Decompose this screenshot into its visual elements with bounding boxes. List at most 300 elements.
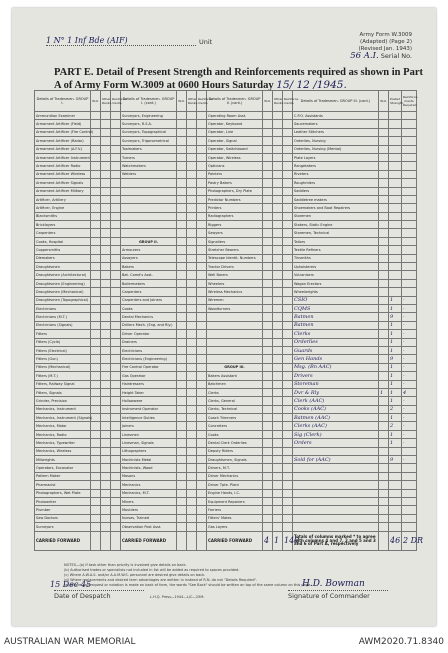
entry-cell — [273, 229, 283, 237]
entry-value — [402, 447, 417, 455]
note-line: (d) Where replacements and desired term advantages are written in instead of R.N. do not "Details Required". — [64, 578, 258, 582]
entry-cell — [91, 221, 101, 229]
trade-name-handwritten — [293, 481, 379, 489]
entry-cell — [197, 472, 207, 480]
table-row — [35, 246, 417, 254]
entry-value — [389, 254, 402, 262]
entry-cell — [283, 179, 293, 187]
entry-cell — [263, 338, 273, 346]
signature-field — [288, 579, 388, 600]
trade-name: Coach Trimmers — [207, 414, 263, 422]
trade-name: Saw Doctors — [35, 514, 91, 522]
entry-value — [389, 497, 402, 505]
entry-cell — [101, 405, 111, 413]
entry-cell — [91, 439, 101, 447]
form-line-1: Army Form W.3009 — [359, 32, 412, 38]
entry-cell — [111, 304, 121, 312]
table-row — [35, 405, 417, 413]
table-row — [35, 296, 417, 304]
entry-cell — [197, 204, 207, 212]
entry-cell — [273, 346, 283, 354]
carry-value-4b: 46 — [389, 531, 402, 550]
carry-label-2: CARRIED FORWARD — [121, 531, 177, 550]
entry-cell — [263, 497, 273, 505]
entry-cell — [187, 128, 197, 136]
trade-name: Draughtsmen, Signals — [207, 456, 263, 464]
trade-name: Wiremen — [207, 296, 263, 304]
table-row — [35, 321, 417, 329]
trade-name: Machinists Metal — [121, 456, 177, 464]
entry-cell — [187, 330, 197, 338]
table-row — [35, 204, 417, 212]
trade-name: Gas Operator — [121, 372, 177, 380]
trade-name: Fitters (Cycle) — [35, 338, 91, 346]
entry-cell — [177, 271, 187, 279]
entry-cell — [91, 397, 101, 405]
trade-name: Draughtsmen (Mechanical) — [35, 288, 91, 296]
table-row — [35, 430, 417, 438]
trade-name: Carpenters — [35, 229, 91, 237]
trade-name-handwritten: Clerk (AAC) — [293, 397, 379, 405]
table-row — [35, 338, 417, 346]
entry-cell — [101, 296, 111, 304]
entry-value — [402, 489, 417, 497]
entry-value — [402, 145, 417, 153]
note-line: NOTES—(a) If task other than priority is involved give details on back. — [64, 563, 187, 567]
entry-cell — [273, 481, 283, 489]
entry-cell — [177, 246, 187, 254]
trade-name: Fitters (Electrical) — [35, 346, 91, 354]
col2-header: Details of Tradesmen. GROUP I. (cont.) — [121, 91, 177, 112]
entry-value: - — [402, 304, 417, 312]
trade-name: Carpenters and Joiners — [121, 296, 177, 304]
entry-value: 1 — [389, 388, 402, 396]
table-row — [35, 288, 417, 296]
entry-value — [379, 447, 389, 455]
entry-cell — [111, 279, 121, 287]
entry-cell — [111, 346, 121, 354]
entry-cell — [197, 254, 207, 262]
trade-name: Operator, Signal — [207, 137, 263, 145]
entry-cell — [101, 229, 111, 237]
entry-cell — [177, 338, 187, 346]
entry-value — [402, 279, 417, 287]
sub-header: W.O. — [91, 91, 101, 112]
entry-value — [379, 221, 389, 229]
entry-cell — [187, 212, 197, 220]
entry-cell — [283, 414, 293, 422]
entry-value: 4 — [402, 388, 417, 396]
table-row — [35, 388, 417, 396]
entry-value: - — [402, 405, 417, 413]
entry-cell — [187, 439, 197, 447]
entry-cell — [91, 514, 101, 522]
entry-cell — [263, 321, 273, 329]
tradesmen-table — [34, 90, 424, 551]
entry-cell — [273, 456, 283, 464]
entry-cell — [187, 472, 197, 480]
sub-header: Other Ranks. — [101, 91, 111, 112]
entry-cell — [187, 137, 197, 145]
entry-cell — [101, 397, 111, 405]
trade-name: Printers — [207, 204, 263, 212]
entry-value — [379, 346, 389, 354]
entry-value — [402, 514, 417, 522]
entry-cell — [187, 497, 197, 505]
entry-cell — [263, 153, 273, 161]
entry-value: - — [402, 456, 417, 464]
entry-cell — [263, 288, 273, 296]
trade-name: Batchmen — [207, 380, 263, 388]
trade-name: Hollowware — [121, 397, 177, 405]
entry-cell — [273, 128, 283, 136]
trade-name: Electricians (Engineering) — [121, 355, 177, 363]
entry-cell — [197, 355, 207, 363]
entry-cell — [177, 388, 187, 396]
entry-cell — [263, 330, 273, 338]
entry-cell — [91, 313, 101, 321]
entry-cell — [91, 464, 101, 472]
entry-cell — [111, 204, 121, 212]
trade-name: Carpenters — [121, 288, 177, 296]
entry-cell — [101, 430, 111, 438]
table-row — [35, 304, 417, 312]
archive-footer — [0, 630, 448, 653]
entry-cell — [197, 405, 207, 413]
trade-name-handwritten: Orderlies — [293, 338, 379, 346]
trade-name: Fitters, Railway Signal — [35, 380, 91, 388]
entry-value — [389, 447, 402, 455]
entry-value — [402, 263, 417, 271]
entry-value — [389, 153, 402, 161]
carry-value-3b: 1 — [273, 531, 283, 550]
trade-name: Operators, Excavator — [35, 464, 91, 472]
entry-cell — [111, 405, 121, 413]
entry-cell — [177, 447, 187, 455]
entry-cell — [187, 405, 197, 413]
entry-cell — [111, 506, 121, 514]
table-row — [35, 355, 417, 363]
trade-name: Artificer, Artillery — [35, 195, 91, 203]
entry-cell — [177, 187, 187, 195]
entry-cell — [273, 112, 283, 120]
entry-cell — [177, 153, 187, 161]
trade-name: Drainers — [121, 338, 177, 346]
entry-cell — [111, 112, 121, 120]
trade-name-handwritten: Clerks — [293, 330, 379, 338]
entry-cell — [91, 288, 101, 296]
entry-value — [402, 221, 417, 229]
entry-cell — [187, 489, 197, 497]
trade-name: Masons — [121, 472, 177, 480]
trade-name-handwritten: Batmen (AAC) — [293, 414, 379, 422]
entry-cell — [187, 204, 197, 212]
entry-cell — [283, 304, 293, 312]
entry-cell — [111, 128, 121, 136]
entry-cell — [263, 304, 273, 312]
entry-value — [379, 313, 389, 321]
entry-cell — [283, 212, 293, 220]
entry-cell — [197, 346, 207, 354]
entry-value — [389, 237, 402, 245]
entry-cell — [273, 187, 283, 195]
entry-cell — [197, 246, 207, 254]
table-row — [35, 271, 417, 279]
entry-cell — [177, 137, 187, 145]
entry-cell — [111, 179, 121, 187]
entry-value — [379, 321, 389, 329]
entry-cell — [273, 447, 283, 455]
entry-cell — [177, 330, 187, 338]
entry-cell — [177, 254, 187, 262]
entry-cell — [263, 447, 273, 455]
entry-value — [379, 128, 389, 136]
trade-name: Drivers, M.T. — [207, 464, 263, 472]
entry-cell — [263, 170, 273, 178]
form-line-2: (Adapted) (Page 2) — [360, 39, 412, 45]
trade-name: Bakers — [121, 263, 177, 271]
entry-cell — [263, 263, 273, 271]
entry-cell — [263, 254, 273, 262]
trade-name-handwritten: Saucemakers — [293, 120, 379, 128]
entry-cell — [273, 380, 283, 388]
trade-name-handwritten: Sold for (AAC) — [293, 456, 379, 464]
entry-cell — [101, 204, 111, 212]
table-row — [35, 263, 417, 271]
entry-value — [379, 145, 389, 153]
entry-cell — [187, 481, 197, 489]
entry-cell — [177, 120, 187, 128]
trade-name: Fire Control Operator — [121, 363, 177, 371]
table-row — [35, 464, 417, 472]
entry-value — [379, 439, 389, 447]
entry-cell — [273, 237, 283, 245]
trade-name: Driver Mechanics — [207, 472, 263, 480]
entry-cell — [273, 330, 283, 338]
entry-cell — [197, 456, 207, 464]
entry-value — [379, 120, 389, 128]
entry-cell — [273, 405, 283, 413]
trade-name — [207, 338, 263, 346]
entry-cell — [187, 304, 197, 312]
trade-name: Electricians (Signals) — [35, 321, 91, 329]
table-row — [35, 212, 417, 220]
entry-value: - — [402, 397, 417, 405]
entry-cell — [283, 137, 293, 145]
entry-cell — [91, 254, 101, 262]
entry-cell — [283, 187, 293, 195]
trade-name-handwritten: Batmen — [293, 321, 379, 329]
trade-name — [121, 229, 177, 237]
trade-name: Cooks, Hospital — [35, 237, 91, 245]
entry-cell — [111, 472, 121, 480]
trade-name: Millwrights — [35, 456, 91, 464]
entry-cell — [283, 430, 293, 438]
entry-cell — [101, 246, 111, 254]
entry-cell — [197, 120, 207, 128]
entry-cell — [273, 195, 283, 203]
table-row — [35, 397, 417, 405]
entry-value — [402, 481, 417, 489]
entry-value — [402, 179, 417, 187]
entry-cell — [111, 439, 121, 447]
entry-value: 1 — [389, 296, 402, 304]
entry-cell — [111, 388, 121, 396]
entry-value — [379, 472, 389, 480]
entry-cell — [101, 388, 111, 396]
entry-cell — [91, 237, 101, 245]
entry-cell — [111, 523, 121, 531]
entry-cell — [283, 170, 293, 178]
entry-cell — [101, 321, 111, 329]
entry-cell — [197, 372, 207, 380]
entry-cell — [197, 489, 207, 497]
entry-cell — [283, 204, 293, 212]
entry-cell — [111, 397, 121, 405]
trade-name-handwritten: Textile Refiners — [293, 246, 379, 254]
entry-value: - — [402, 372, 417, 380]
entry-value — [379, 414, 389, 422]
trade-name-handwritten: Storeman — [293, 380, 379, 388]
entry-cell — [91, 330, 101, 338]
entry-cell — [101, 162, 111, 170]
entry-cell — [177, 397, 187, 405]
entry-cell — [273, 288, 283, 296]
entry-cell — [101, 212, 111, 220]
entry-cell — [263, 179, 273, 187]
trade-name-handwritten — [293, 497, 379, 505]
entry-cell — [187, 514, 197, 522]
entry-cell — [273, 422, 283, 430]
trade-name — [121, 212, 177, 220]
trade-name-handwritten: Vulcanisers — [293, 271, 379, 279]
entry-value — [379, 304, 389, 312]
trade-name: Opticians — [207, 162, 263, 170]
entry-cell — [101, 489, 111, 497]
entry-cell — [273, 221, 283, 229]
entry-cell — [101, 145, 111, 153]
entry-cell — [263, 313, 273, 321]
entry-value — [402, 523, 417, 531]
entry-cell — [197, 481, 207, 489]
entry-value — [402, 137, 417, 145]
entry-cell — [283, 153, 293, 161]
entry-cell — [263, 380, 273, 388]
entry-cell — [283, 363, 293, 371]
entry-cell — [177, 288, 187, 296]
entry-cell — [273, 313, 283, 321]
entry-cell — [187, 288, 197, 296]
trade-name: Mechanics, Typewriter — [35, 439, 91, 447]
trade-name: Pharmacist — [35, 481, 91, 489]
entry-cell — [101, 237, 111, 245]
trade-name-handwritten — [293, 447, 379, 455]
entry-value: - — [402, 321, 417, 329]
entry-cell — [91, 355, 101, 363]
entry-cell — [197, 137, 207, 145]
trade-name-handwritten: CSIO — [293, 296, 379, 304]
entry-cell — [91, 304, 101, 312]
entry-value — [379, 246, 389, 254]
entry-cell — [91, 497, 101, 505]
trade-name — [207, 313, 263, 321]
entry-cell — [273, 523, 283, 531]
entry-cell — [187, 355, 197, 363]
entry-cell — [187, 162, 197, 170]
entry-cell — [187, 380, 197, 388]
trade-name: Armament Artificer Military — [35, 187, 91, 195]
entry-cell — [177, 523, 187, 531]
trade-name: Telescope Identit. Numbers — [207, 254, 263, 262]
entry-cell — [91, 346, 101, 354]
trade-name: GROUP III. — [207, 363, 263, 371]
entry-cell — [187, 321, 197, 329]
trade-name: Mechanics, Radio — [35, 430, 91, 438]
sub-header: Reinforce- ments. — [283, 91, 293, 112]
entry-cell — [101, 472, 111, 480]
entry-cell — [187, 279, 197, 287]
table-row — [35, 422, 417, 430]
entry-value — [389, 481, 402, 489]
entry-cell — [263, 162, 273, 170]
entry-cell — [111, 162, 121, 170]
trade-name: Height Taker — [121, 388, 177, 396]
table-row — [35, 179, 417, 187]
trade-name: Radiographers — [207, 212, 263, 220]
entry-cell — [273, 506, 283, 514]
trade-name: Cooks — [207, 430, 263, 438]
trade-name: Draughtsmen (Architectural) — [35, 271, 91, 279]
col4-header: Details of Tradesmen. GROUP III. (cont.) — [293, 91, 379, 112]
entry-cell — [197, 439, 207, 447]
entry-cell — [111, 380, 121, 388]
entry-cell — [197, 447, 207, 455]
entry-value — [379, 422, 389, 430]
entry-cell — [283, 279, 293, 287]
trade-name: Joiners — [121, 422, 177, 430]
entry-cell — [263, 439, 273, 447]
entry-value: 1 — [389, 439, 402, 447]
trade-name: Operator, Line — [207, 128, 263, 136]
entry-cell — [283, 288, 293, 296]
entry-cell — [273, 414, 283, 422]
entry-cell — [177, 212, 187, 220]
table-row — [35, 120, 417, 128]
entry-cell — [91, 195, 101, 203]
trade-name — [121, 179, 177, 187]
entry-value — [379, 137, 389, 145]
entry-cell — [111, 456, 121, 464]
table-row — [35, 254, 417, 262]
entry-cell — [283, 489, 293, 497]
trade-name: Assayers — [121, 254, 177, 262]
entry-cell — [111, 254, 121, 262]
trade-name: Armament Artificer Radio — [35, 162, 91, 170]
entry-cell — [263, 506, 273, 514]
entry-cell — [177, 506, 187, 514]
entry-cell — [197, 179, 207, 187]
entry-cell — [197, 162, 207, 170]
trade-name: Painters — [207, 170, 263, 178]
entry-cell — [263, 346, 273, 354]
sub-header: Posted Strength. — [389, 91, 402, 112]
entry-value: 9 — [389, 355, 402, 363]
despatch-value: 15 Dec 45 — [50, 580, 92, 589]
trade-name: Diemakers — [35, 254, 91, 262]
entry-value — [379, 497, 389, 505]
entry-value: 9 — [389, 456, 402, 464]
entry-cell — [283, 472, 293, 480]
